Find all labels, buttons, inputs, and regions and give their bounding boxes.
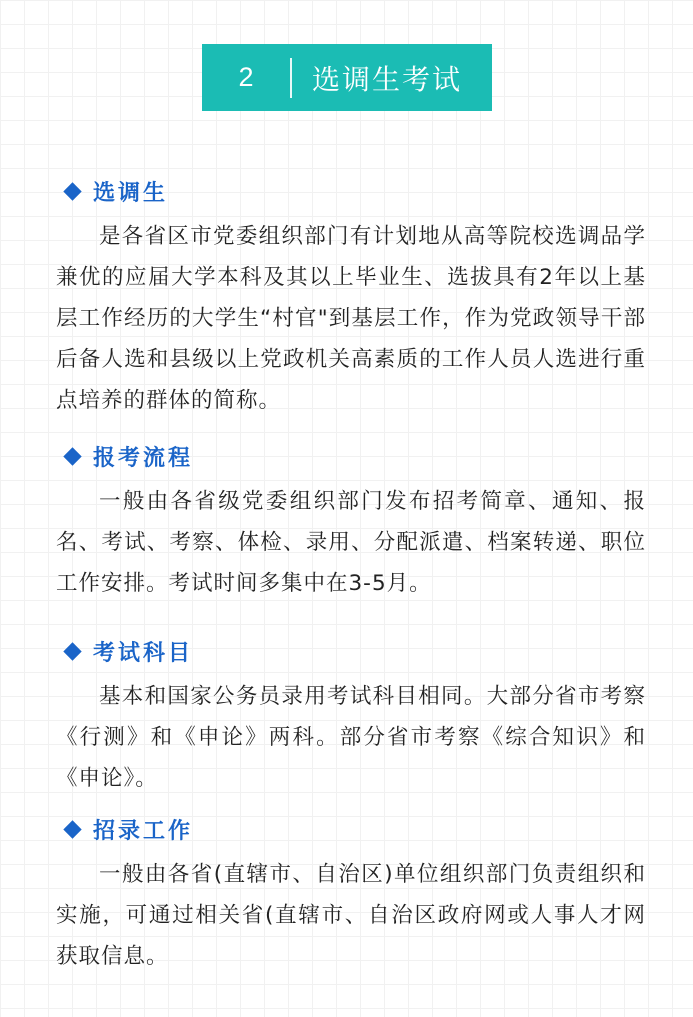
section-heading-application-process [62,439,193,473]
diamond-icon [63,642,81,660]
diamond-icon [63,182,81,200]
diamond-icon [63,820,81,838]
section-heading-recruitment [62,812,193,846]
section-body-exam-subjects: 基本和国家公务员录用考试科目相同。大部分省市考察《行测》和《申论》两科。部分省市考察《综合知识》和《申论》。 [56,684,646,791]
section-number: 2 [238,62,254,92]
section-body-recruitment: 一般由各省(直辖市、自治区)单位组织部门负责组织和实施，可通过相关省(直辖市、自治区政府网或人事人才网获取信息。 [56,862,646,969]
section-heading-xuandiaosheng [62,174,168,208]
badge-divider [290,58,292,98]
page-title: 选调生考试 [311,62,462,96]
section-heading-label: 选调生 [93,180,169,206]
section-body-xuandiaosheng: 是各省区市党委组织部门有计划地从高等院校选调品学兼优的应届大学本科及其以上毕业生、选拔具有2年以上基层工作经历的大学生“村官"到基层工作，作为党政领导干部后备人选和县级以上党政机关高素质的工作人员人选进行重点培养的群体的简称。 [56,224,646,413]
section-heading-label: 招录工作 [93,818,194,844]
section-body-application-process: 一般由各省级党委组织部门发布招考简章、通知、报名、考试、考察、体检、录用、分配派遣、档案转递、职位工作安排。考试时间多集中在3-5月。 [56,489,646,596]
section-heading-label: 报考流程 [93,445,194,471]
diamond-icon [63,447,81,465]
section-heading-label: 考试科目 [93,640,194,666]
section-heading-exam-subjects [62,634,193,668]
section-number-badge [202,44,492,111]
